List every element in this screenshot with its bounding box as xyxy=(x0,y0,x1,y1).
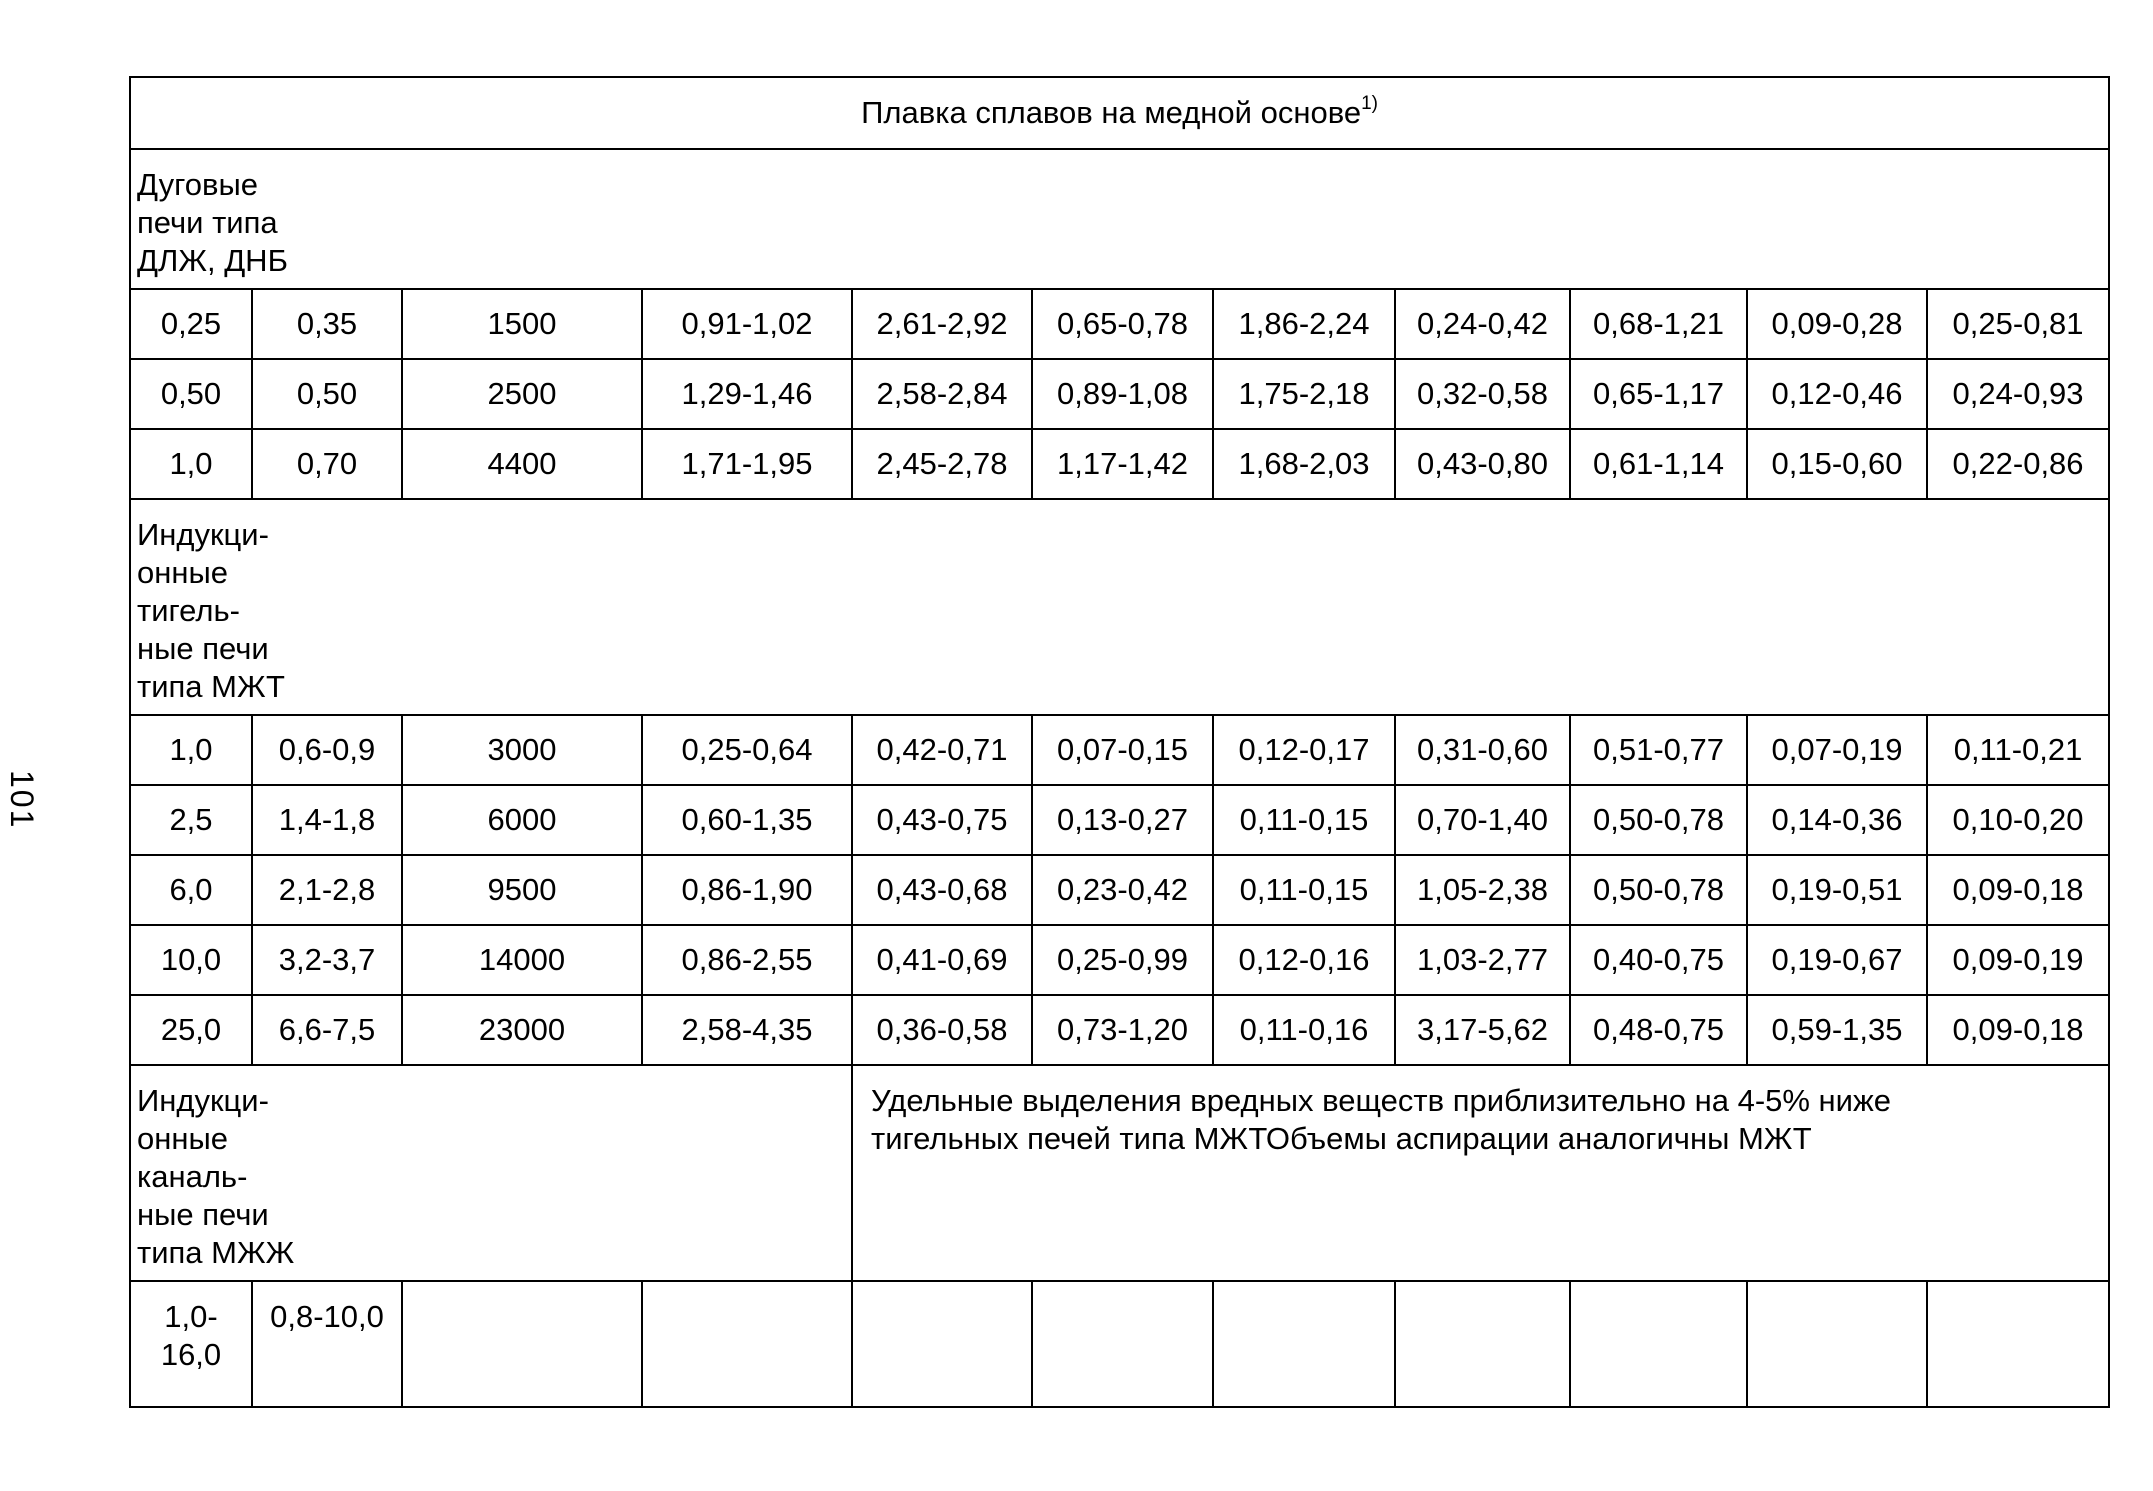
table-cell: 0,6-0,9 xyxy=(252,715,402,785)
table-cell: 0,59-1,35 xyxy=(1747,995,1927,1065)
text-line: тигельных печей типа МЖТОбъемы аспирации аналогичны МЖТ xyxy=(871,1121,1812,1156)
table-row xyxy=(130,855,2109,925)
table-cell: 0,14-0,36 xyxy=(1747,785,1927,855)
table-row xyxy=(130,785,2109,855)
text-line: Дуговые xyxy=(137,167,259,202)
table-cell: 0,43-0,68 xyxy=(852,855,1032,925)
table-cell: 3,2-3,7 xyxy=(252,925,402,995)
table-cell: 0,23-0,42 xyxy=(1032,855,1213,925)
table-cell: 0,09-0,18 xyxy=(1927,855,2109,925)
emissions-table xyxy=(129,76,2110,1408)
table-cell: 14000 xyxy=(402,925,642,995)
table-cell: 0,12-0,17 xyxy=(1213,715,1395,785)
table-cell: 0,15-0,60 xyxy=(1747,429,1927,499)
table-cell: 0,65-0,78 xyxy=(1032,289,1213,359)
table-cell: 0,41-0,69 xyxy=(852,925,1032,995)
empty-cell xyxy=(1032,1281,1213,1407)
table-cell: 25,0 xyxy=(130,995,252,1065)
table-cell: 23000 xyxy=(402,995,642,1065)
table-cell: 0,12-0,46 xyxy=(1747,359,1927,429)
table-cell: 0,50 xyxy=(252,359,402,429)
furnace-group-header-row xyxy=(130,499,2109,715)
table-cell: 0,19-0,67 xyxy=(1747,925,1927,995)
empty-cell xyxy=(1927,1281,2109,1407)
table-cell: 0,42-0,71 xyxy=(852,715,1032,785)
empty-cell xyxy=(1747,1281,1927,1407)
table-cell: 3000 xyxy=(402,715,642,785)
table-cell: 1,71-1,95 xyxy=(642,429,852,499)
table-cell: 2,61-2,92 xyxy=(852,289,1032,359)
table-cell: 0,91-1,02 xyxy=(642,289,852,359)
empty-cell xyxy=(1570,1281,1747,1407)
table-cell: 0,32-0,58 xyxy=(1395,359,1570,429)
table-cell: 0,24-0,93 xyxy=(1927,359,2109,429)
table-cell: 0,43-0,75 xyxy=(852,785,1032,855)
text-line: каналь- xyxy=(137,1159,248,1194)
table-cell: 1,86-2,24 xyxy=(1213,289,1395,359)
table-row xyxy=(130,429,2109,499)
text-line: 1,0- xyxy=(164,1299,218,1334)
table-cell: 0,22-0,86 xyxy=(1927,429,2109,499)
table-cell: 1500 xyxy=(402,289,642,359)
table-cell: 0,25-0,81 xyxy=(1927,289,2109,359)
table-cell: 0,09-0,19 xyxy=(1927,925,2109,995)
table-cell: 0,10-0,20 xyxy=(1927,785,2109,855)
text-line: Индукци- xyxy=(137,1083,269,1118)
table-cell: 0,11-0,16 xyxy=(1213,995,1395,1065)
table-cell: 0,24-0,42 xyxy=(1395,289,1570,359)
table-cell: 1,0 xyxy=(130,429,252,499)
table-cell: 0,25-0,64 xyxy=(642,715,852,785)
table-cell: 0,61-1,14 xyxy=(1570,429,1747,499)
empty-cell xyxy=(642,1281,852,1407)
channel-furnace-note xyxy=(852,1065,2109,1281)
table-cell: 0,25-0,99 xyxy=(1032,925,1213,995)
table-cell: 0,70-1,40 xyxy=(1395,785,1570,855)
table-cell: 0,43-0,80 xyxy=(1395,429,1570,499)
table-row xyxy=(130,1281,2109,1407)
table-cell: 0,50-0,78 xyxy=(1570,785,1747,855)
table-cell: 2,58-2,84 xyxy=(852,359,1032,429)
empty-cell xyxy=(1395,1281,1570,1407)
table-cell: 1,0 xyxy=(130,715,252,785)
table-cell: 0,48-0,75 xyxy=(1570,995,1747,1065)
text-line: Индукци- xyxy=(137,517,269,552)
table-title-row xyxy=(130,77,2109,149)
table-cell: 0,13-0,27 xyxy=(1032,785,1213,855)
table-cell: 0,68-1,21 xyxy=(1570,289,1747,359)
table-cell: 6,6-7,5 xyxy=(252,995,402,1065)
table-row xyxy=(130,715,2109,785)
text-line: тигель- xyxy=(137,593,240,628)
table-cell: 1,17-1,42 xyxy=(1032,429,1213,499)
text-line: типа МЖЖ xyxy=(137,1235,295,1270)
empty-cell xyxy=(402,1281,642,1407)
table-cell: 6000 xyxy=(402,785,642,855)
table-cell: 10,0 xyxy=(130,925,252,995)
footnote-marker: 1) xyxy=(1361,93,1378,114)
table-cell: 0,8-10,0 xyxy=(252,1281,402,1407)
table-cell: 0,50-0,78 xyxy=(1570,855,1747,925)
text-line: ные печи xyxy=(137,1197,269,1232)
table-cell: 1,29-1,46 xyxy=(642,359,852,429)
table-cell: 0,35 xyxy=(252,289,402,359)
empty-cell xyxy=(1213,1281,1395,1407)
table-cell: 0,12-0,16 xyxy=(1213,925,1395,995)
text-line: 16,0 xyxy=(160,1337,222,1372)
table-cell: 0,25 xyxy=(130,289,252,359)
table-cell: 2,45-2,78 xyxy=(852,429,1032,499)
table-cell: 0,73-1,20 xyxy=(1032,995,1213,1065)
table-cell: 0,07-0,15 xyxy=(1032,715,1213,785)
furnace-group-name xyxy=(130,149,2109,289)
channel-furnace-header-row xyxy=(130,1065,2109,1281)
text-line: типа МЖТ xyxy=(137,669,285,704)
table-title: Плавка сплавов на медной основе$^{1)}$ xyxy=(130,77,2109,149)
table-cell: 0,89-1,08 xyxy=(1032,359,1213,429)
text-line: онные xyxy=(137,555,229,590)
table-cell: 0,51-0,77 xyxy=(1570,715,1747,785)
empty-cell xyxy=(852,1281,1032,1407)
table-cell: 6,0 xyxy=(130,855,252,925)
table-cell: 2500 xyxy=(402,359,642,429)
furnace-group-name xyxy=(130,1065,852,1281)
table-cell: 0,86-1,90 xyxy=(642,855,852,925)
table-row xyxy=(130,359,2109,429)
table-cell: 2,5 xyxy=(130,785,252,855)
furnace-group-name xyxy=(130,499,2109,715)
table-cell: 0,70 xyxy=(252,429,402,499)
text-line: ДЛЖ, ДНБ xyxy=(137,243,288,278)
table-row xyxy=(130,289,2109,359)
table-cell: 4400 xyxy=(402,429,642,499)
table-cell: 2,1-2,8 xyxy=(252,855,402,925)
table-cell: 1,05-2,38 xyxy=(1395,855,1570,925)
table-cell: 0,60-1,35 xyxy=(642,785,852,855)
text-line: онные xyxy=(137,1121,229,1156)
table-cell: 0,09-0,28 xyxy=(1747,289,1927,359)
table-cell: 0,11-0,15 xyxy=(1213,785,1395,855)
table-row xyxy=(130,925,2109,995)
table-cell: 0,31-0,60 xyxy=(1395,715,1570,785)
table-cell: 0,86-2,55 xyxy=(642,925,852,995)
table-cell: 1,4-1,8 xyxy=(252,785,402,855)
text-line: Удельные выделения вредных веществ приблизительно на 4-5% ниже xyxy=(871,1083,1891,1118)
table-cell: 3,17-5,62 xyxy=(1395,995,1570,1065)
table-cell: 0,11-0,15 xyxy=(1213,855,1395,925)
table-cell: 0,65-1,17 xyxy=(1570,359,1747,429)
table-cell: 0,36-0,58 xyxy=(852,995,1032,1065)
table-cell: 1,75-2,18 xyxy=(1213,359,1395,429)
table-cell xyxy=(130,1281,252,1407)
page-number: 101 xyxy=(4,770,40,830)
table-cell: 0,07-0,19 xyxy=(1747,715,1927,785)
text-line: ные печи xyxy=(137,631,269,666)
table-cell: 2,58-4,35 xyxy=(642,995,852,1065)
table-cell: 1,68-2,03 xyxy=(1213,429,1395,499)
furnace-group-header-row xyxy=(130,149,2109,289)
table-cell: 0,09-0,18 xyxy=(1927,995,2109,1065)
table-cell: 0,19-0,51 xyxy=(1747,855,1927,925)
table-cell: 0,40-0,75 xyxy=(1570,925,1747,995)
table-cell: 0,11-0,21 xyxy=(1927,715,2109,785)
table-row xyxy=(130,995,2109,1065)
table-cell: 9500 xyxy=(402,855,642,925)
text-line: печи типа xyxy=(137,205,278,240)
table-cell: 1,03-2,77 xyxy=(1395,925,1570,995)
table-cell: 0,50 xyxy=(130,359,252,429)
